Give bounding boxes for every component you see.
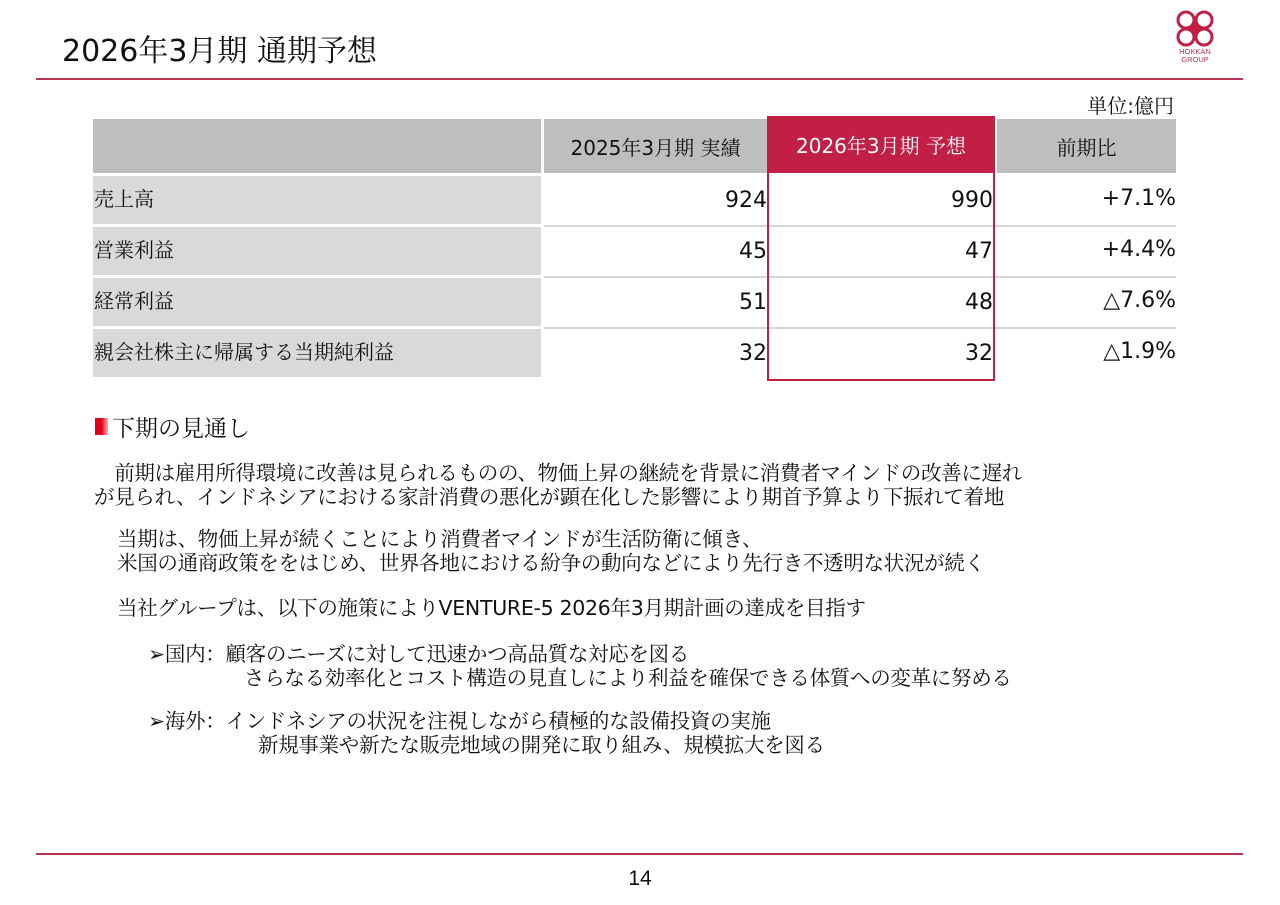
row-label: 営業利益 bbox=[93, 227, 541, 275]
logo-text-line2: GROUP bbox=[1181, 55, 1209, 64]
row-label: 売上高 bbox=[93, 176, 541, 224]
hokkan-flower-logo-icon bbox=[1172, 10, 1218, 48]
header-divider bbox=[36, 78, 1243, 80]
paragraph-line: 米国の通商政策ををはじめ、世界各地における紛争の動向などにより先行き不透明な状況が続く bbox=[117, 551, 985, 575]
paragraph-line: 当期は、物価上昇が続くことにより消費者マインドが生活防衛に傾き、 bbox=[117, 527, 763, 551]
table-row bbox=[93, 176, 1176, 224]
table-header-yoy: 前期比 bbox=[997, 119, 1176, 173]
outlook-paragraph-previous-period bbox=[94, 461, 1022, 509]
value-forecast-2026: 48 bbox=[965, 290, 993, 315]
table-header-blank bbox=[93, 119, 541, 173]
section-heading-text: 下期の見通し bbox=[112, 416, 250, 442]
square-bullet-icon bbox=[95, 418, 108, 435]
company-logo bbox=[1172, 10, 1218, 72]
section-heading bbox=[95, 410, 250, 443]
paragraph-line: 前期は雇用所得環境に改善は見られるものの、物価上昇の継続を背景に消費者マインドの改善に遅れ bbox=[94, 461, 1022, 485]
arrow-bullet-icon: ➢ bbox=[148, 709, 165, 733]
value-actual-2025: 51 bbox=[739, 290, 767, 315]
value-forecast-2026: 32 bbox=[965, 341, 993, 366]
paragraph-line: 当社グループは、以下の施策によりVENTURE-5 2026年3月期計画の達成を目指す bbox=[117, 596, 866, 620]
value-actual-2025: 924 bbox=[725, 188, 767, 213]
table-header-actual-2025: 2025年3月期 実績 bbox=[544, 119, 767, 173]
table-row bbox=[93, 278, 1176, 326]
value-actual-2025: 32 bbox=[739, 341, 767, 366]
bullet-line: 顧客のニーズに対して迅速かつ高品質な対応を図る bbox=[225, 642, 690, 666]
outlook-paragraph-group-goal bbox=[117, 596, 866, 620]
value-yoy: +4.4% bbox=[1101, 237, 1176, 262]
logo-text bbox=[1172, 48, 1218, 64]
footer-divider bbox=[36, 853, 1243, 855]
unit-label: 単位:億円 bbox=[1087, 94, 1174, 118]
bullet-label: 海外： bbox=[164, 709, 226, 733]
table-header-forecast-2026: 2026年3月期 予想 bbox=[767, 116, 995, 173]
bullet-label: 国内： bbox=[164, 642, 226, 666]
table-row bbox=[93, 329, 1176, 377]
page-number: 14 bbox=[628, 867, 652, 890]
arrow-bullet-icon: ➢ bbox=[148, 642, 165, 666]
bullet-line: さらなる効率化とコスト構造の見直しにより利益を確保できる体質への変革に努める bbox=[244, 666, 1012, 690]
value-forecast-2026: 990 bbox=[951, 188, 993, 213]
table-row bbox=[93, 227, 1176, 275]
paragraph-line: が見られ、インドネシアにおける家計消費の悪化が顕在化した影響により期首予算より下振れて着地 bbox=[94, 485, 1005, 509]
bullet-line: インドネシアの状況を注視しながら積極的な設備投資の実施 bbox=[225, 709, 771, 733]
value-actual-2025: 45 bbox=[739, 239, 767, 264]
row-label: 親会社株主に帰属する当期純利益 bbox=[93, 329, 541, 377]
value-yoy: △7.6% bbox=[1103, 288, 1176, 313]
value-forecast-2026: 47 bbox=[965, 239, 993, 264]
row-label: 経常利益 bbox=[93, 278, 541, 326]
outlook-paragraph-current-period bbox=[117, 527, 985, 575]
value-yoy: +7.1% bbox=[1101, 186, 1176, 211]
bullet-domestic bbox=[148, 642, 1012, 690]
value-yoy: △1.9% bbox=[1103, 339, 1176, 364]
bullet-overseas bbox=[148, 709, 825, 757]
page-title: 2026年3月期 通期予想 bbox=[62, 34, 377, 69]
bullet-line: 新規事業や新たな販売地域の開発に取り組み、規模拡大を図る bbox=[258, 733, 825, 757]
logo-text-line1: HOKKAN bbox=[1179, 47, 1211, 56]
